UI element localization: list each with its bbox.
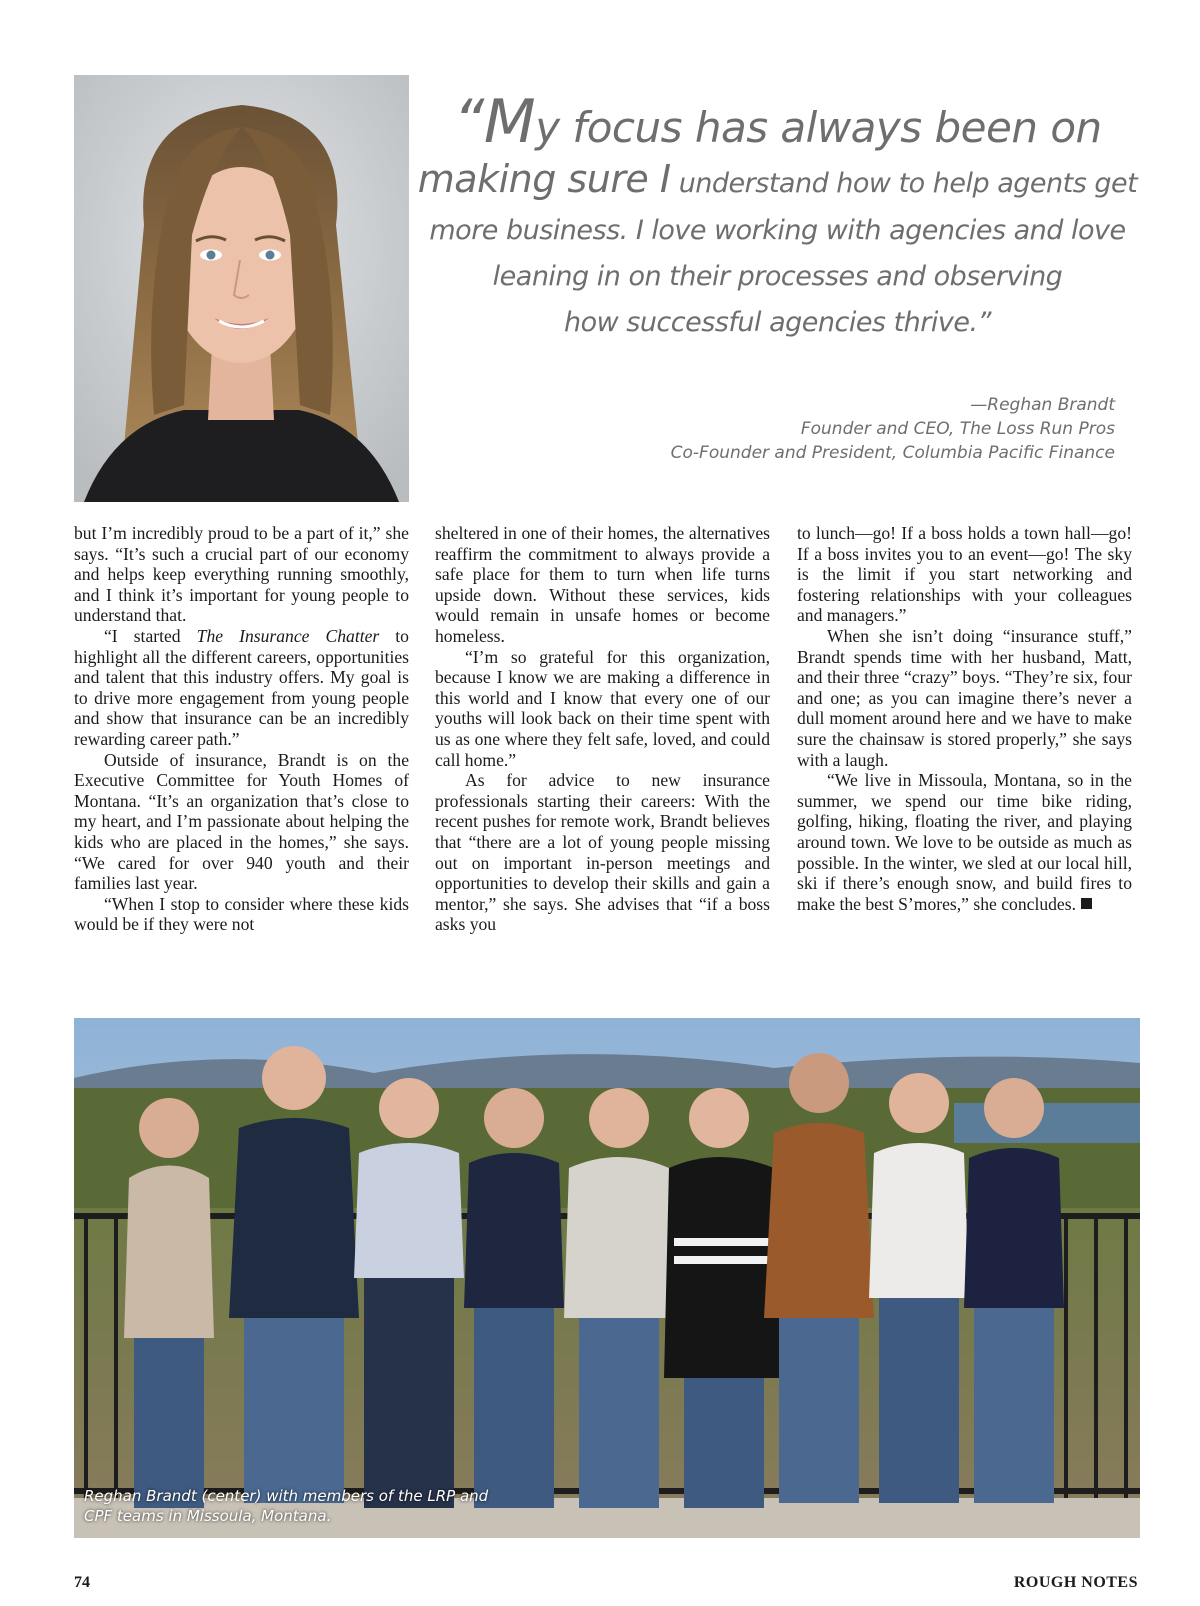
attribution-name: —Reghan Brandt <box>970 395 1115 415</box>
article-column-1 <box>74 523 409 935</box>
publication-title: The Insurance Chatter <box>196 625 380 646</box>
quote-attribution <box>671 393 1115 465</box>
paragraph: “I started The Insurance Chatter to highlight all the different careers, opportunities and talent that this industry offers. My goal is to drive more engagement from young people and show that insurance can be an incredibly rewarding career path.” <box>74 625 409 749</box>
paragraph: “When I stop to consider where these kids would be if they were not <box>74 893 409 935</box>
pull-quote <box>415 87 1140 346</box>
article-column-3 <box>797 523 1132 914</box>
publication-name: ROUGH NOTES <box>1013 1574 1138 1591</box>
photo-caption: Reghan Brandt (center) with members of the LRP and CPF teams in Missoula, Montana. <box>84 1487 489 1525</box>
paragraph: to lunch—go! If a boss holds a town hall—go! If a boss invites you to an event—go! The sky is the limit if you start networking and fostering relationships with your colleagues and managers.” <box>797 523 1132 626</box>
pull-quote-line-4: leaning in on their processes and observing <box>492 261 1063 292</box>
group-photo <box>74 1018 1140 1538</box>
page-number: 74 <box>74 1574 90 1591</box>
paragraph: Outside of insurance, Brandt is on the Executive Committee for Youth Homes of Montana. “It’s an organization that’s close to my heart, and I’m passionate about helping the kids who are placed in the homes,” she says. “We cared for over 940 youth and their families last year. <box>74 749 409 894</box>
paragraph: sheltered in one of their homes, the alternatives reaffirm the commitment to always provide a safe place for them to turn when life turns upside down. Without these services, kids would remain in unsafe homes or become homeless. <box>435 523 770 646</box>
paragraph: “We live in Missoula, Montana, so in the summer, we spend our time bike riding, golfing, hiking, floating the river, and playing around town. We love to be outside as much as possible. In the winter, we sled at our local hill, ski if there’s enough snow, and build fires to make the best S’mores,” she concludes. <box>797 770 1132 914</box>
pull-quote-line-2: making sure I understand how to help agents get <box>417 157 1138 201</box>
end-of-article-mark <box>1081 898 1092 909</box>
pull-quote-line-3: more business. I love working with agencies and love <box>429 215 1126 246</box>
portrait-photo <box>74 75 409 502</box>
article-column-2 <box>435 523 770 935</box>
paragraph: but I’m incredibly proud to be a part of it,” she says. “It’s such a crucial part of our economy and helps keep everything running smoothly, and I think it’s important for young people to understand that. <box>74 523 409 626</box>
pull-quote-line-5: how successful agencies thrive.” <box>563 307 992 338</box>
paragraph: “I’m so grateful for this organization, because I know we are making a difference in this world and I know that every one of our youths will look back on their time spent with us as one where they felt safe, loved, and could call home.” <box>435 646 770 770</box>
paragraph: As for advice to new insurance professionals starting their careers: With the recent pushes for remote work, Brandt believes that “there are a lot of young people missing out on important in-person meetings and opportunities to develop their skills and gain a mentor,” she says. She advises that “if a boss asks you <box>435 770 770 935</box>
attribution-title-2: Co-Founder and President, Columbia Pacific Finance <box>670 443 1115 463</box>
attribution-title-1: Founder and CEO, The Loss Run Pros <box>800 419 1115 439</box>
paragraph: When she isn’t doing “insurance stuff,” Brandt spends time with her husband, Matt, and their three “crazy” boys. “They’re six, four and one; as you can imagine there’s never a dull moment around here and we have to make sure the chainsaw is stored properly,” she says with a laugh. <box>797 625 1132 770</box>
pull-quote-line-1: “My focus has always been on <box>453 87 1102 157</box>
